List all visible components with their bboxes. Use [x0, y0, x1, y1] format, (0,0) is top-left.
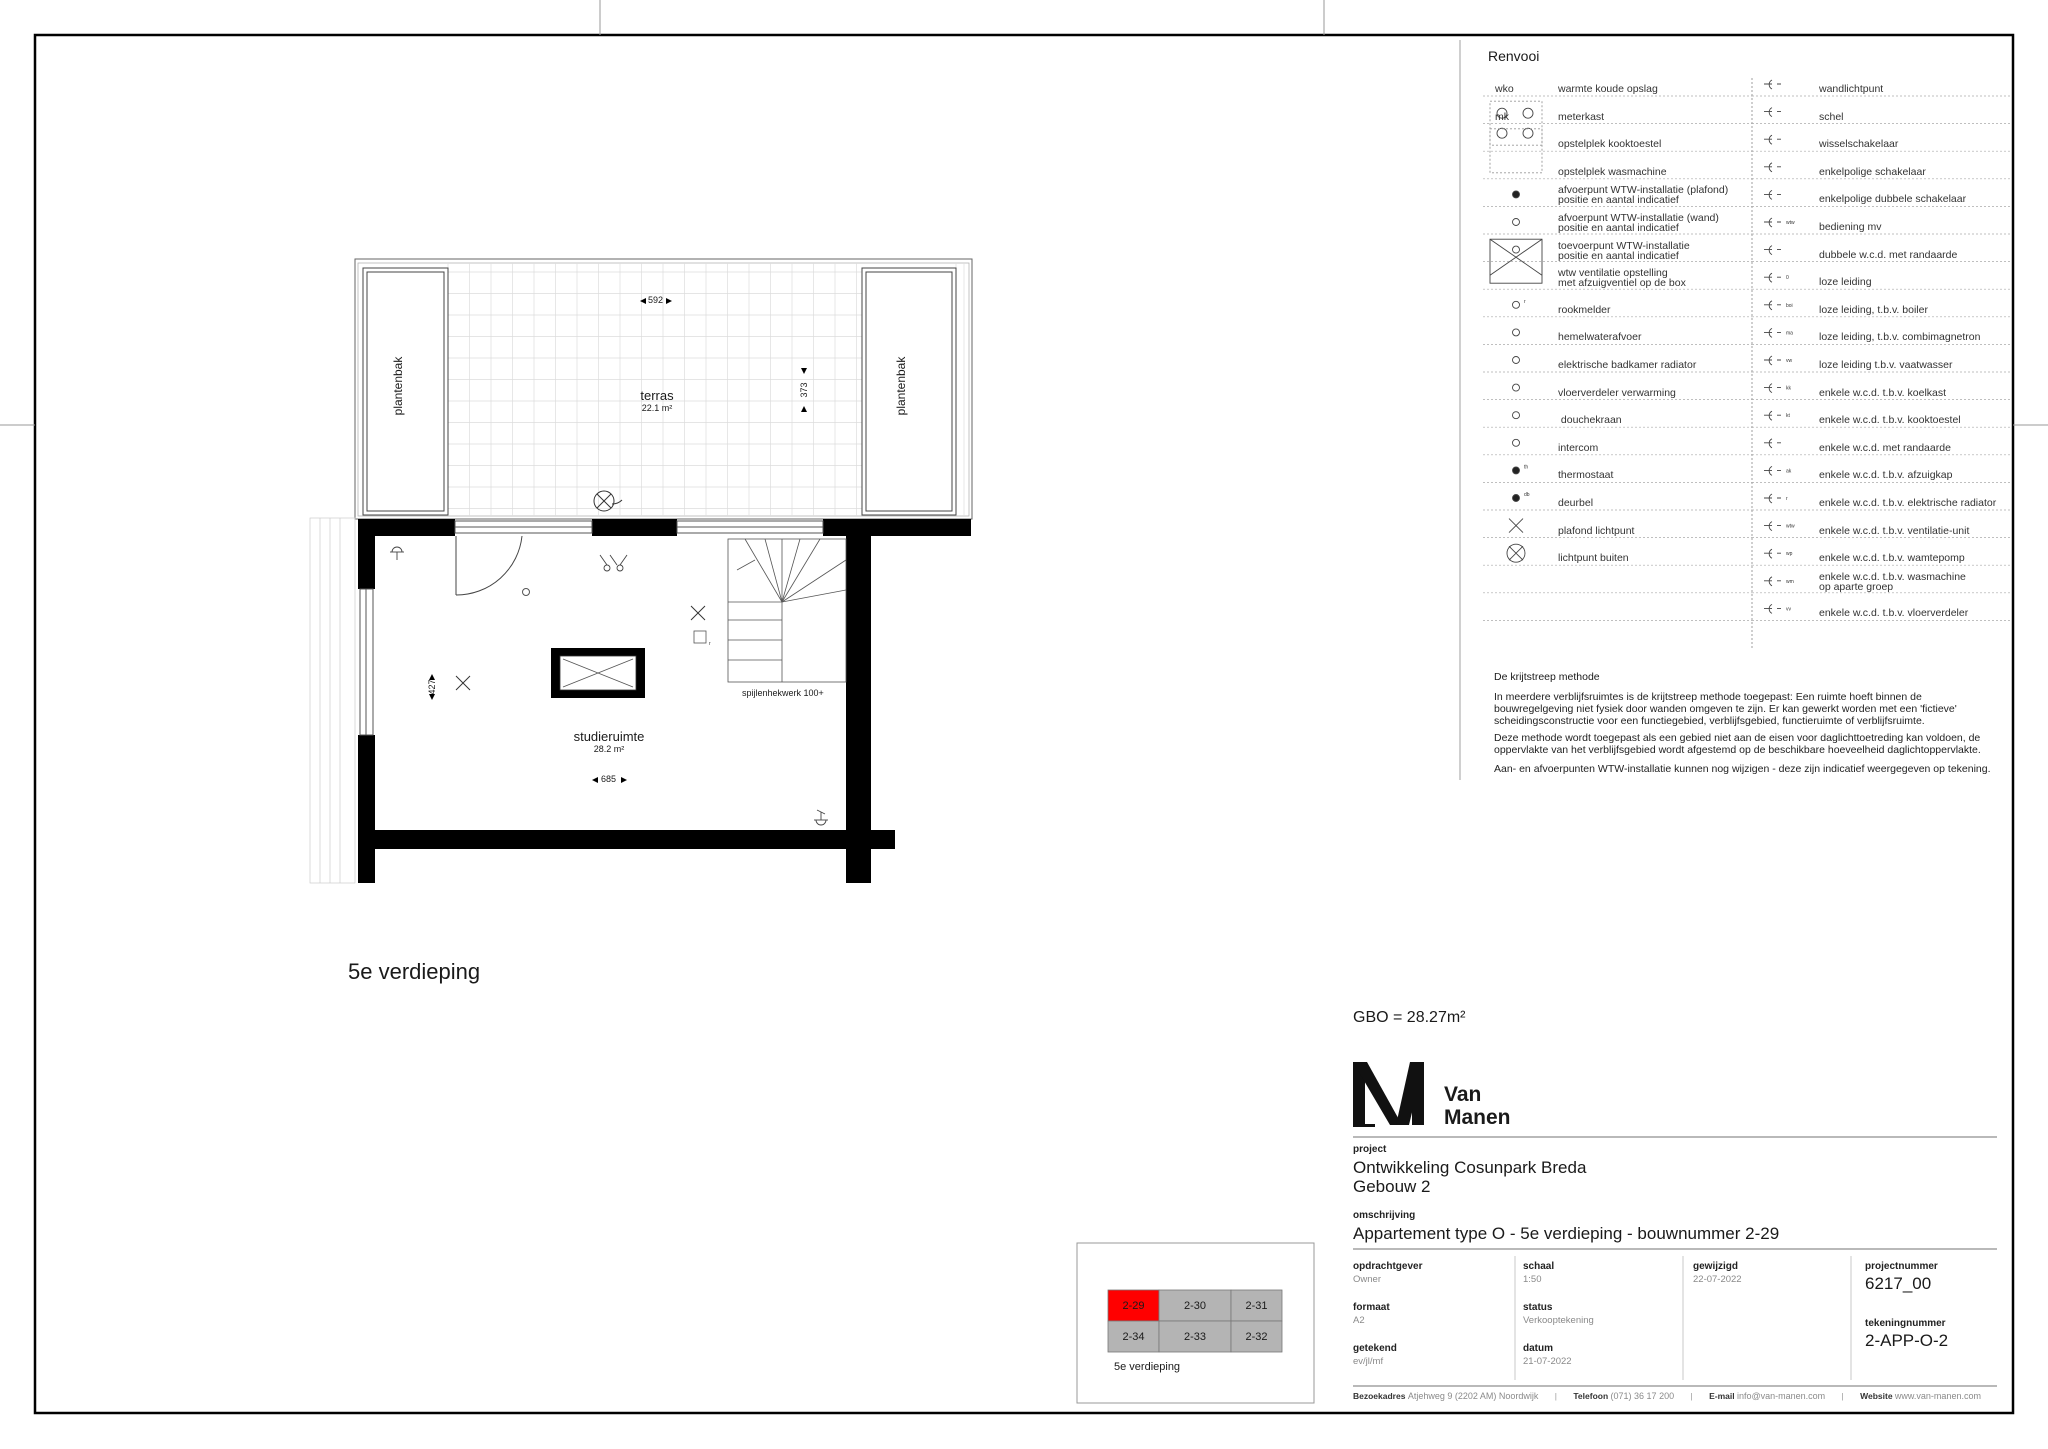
fold-marks: [0, 0, 2048, 425]
ceiling-light-icon: [1509, 519, 1523, 533]
dimension-arrows: [429, 298, 807, 783]
legend-title: Renvooi: [1488, 48, 1540, 64]
legend-left-tag: th: [1524, 464, 1529, 471]
legend-right-tag: wm: [1786, 578, 1794, 585]
terrace-area: 22.1 m²: [641, 403, 673, 413]
thermostat-icon: [1513, 467, 1520, 474]
legend-left-label: wtw ventilatie opstelling met afzuigventiel op de box: [1558, 267, 1686, 290]
gbo-area: GBO = 28.27m²: [1353, 1009, 1466, 1026]
schaal-value: 1:50: [1523, 1274, 1542, 1285]
description-label: omschrijving: [1353, 1210, 1416, 1221]
tekeningnummer-value: 2-APP-O-2: [1865, 1331, 1949, 1350]
bell-icon: [1764, 108, 1781, 117]
legend-right-tag: kt: [1786, 413, 1790, 420]
double-switch-icon: [1764, 190, 1781, 199]
keyplan-floor-label: 5e verdieping: [1114, 1361, 1181, 1373]
empty-conduit-microwave-icon: [1764, 328, 1781, 337]
projectnummer-value: 6217_00: [1865, 1274, 1932, 1293]
legend-left-label: opstelplek wasmachine: [1558, 165, 1667, 178]
notes-paragraph-2: Deze methode wordt toegepast als een gebied niet aan de eisen voor daglichttoetreding kan voldoen, de oppervlakte van het verblijfsgebied wordt afgestemd op de beschikbare hoeveelheid daglichtoppervlakte.: [1494, 732, 1981, 756]
legend-right-label: enkele w.c.d. met randaarde: [1819, 441, 1951, 454]
socket-icon: [390, 547, 404, 560]
legend-right-label: wandlichtpunt: [1819, 83, 1884, 95]
legend-right-label: wisselschakelaar: [1819, 138, 1899, 151]
legend-right-tag: ak: [1786, 468, 1792, 475]
email-value: info@van-manen.com: [1736, 1391, 1826, 1401]
legend-left-label: lichtpunt buiten: [1558, 552, 1629, 565]
bathroom-radiator-icon: [1513, 357, 1520, 364]
supply-point-icon: [1513, 246, 1520, 253]
website-value: www.van-manen.com: [1894, 1391, 1981, 1401]
schaal-label: schaal: [1523, 1261, 1555, 1272]
phone-value: (071) 36 17 200: [1610, 1391, 1675, 1401]
keyplan-unit-label: 2-30: [1183, 1299, 1207, 1312]
empty-conduit-icon: [1764, 273, 1781, 282]
datum-value: 21-07-2022: [1523, 1356, 1572, 1367]
legend-left-label: opstelplek kooktoestel: [1558, 138, 1662, 151]
project-line1: Ontwikkeling Cosunpark Breda: [1353, 1158, 1587, 1177]
legend-left-label: afvoerpunt WTW-installatie (wand) positie en aantal indicatief: [1558, 212, 1719, 234]
formaat-value: A2: [1353, 1315, 1365, 1326]
legend-left-label: douchekraan: [1558, 414, 1622, 427]
single-switch-icon: [1764, 163, 1781, 172]
formaat-label: formaat: [1353, 1302, 1390, 1313]
notes-paragraph-1: In meerdere verblijfsruimtes is de krijtstreep methode toegepast: Een ruimte hoeft binnen de bouwregelgeving niet fysiek door wanden omgeven te zijn. Er kan gewerkt worden met een 'fictieve' scheidingsconstructie voor een functiegebied, verblijfsgebied, functieruimte of verblijfsruimte.: [1494, 691, 1957, 727]
legend-right-label: enkele w.c.d. t.b.v. koelkast: [1819, 386, 1947, 399]
logo-text-van: Van: [1444, 1083, 1482, 1106]
legend-right-label: enkele w.c.d. t.b.v. vloerverdeler: [1819, 607, 1969, 620]
address-value: Atjehweg 9 (2202 AM) Noordwijk: [1407, 1391, 1539, 1401]
socket-hood-icon: [1764, 466, 1781, 475]
notes-heading: De krijtstreep methode: [1494, 671, 1600, 683]
legend-right-label: enkele w.c.d. t.b.v. elektrische radiator: [1819, 497, 1997, 509]
study-area: 28.2 m²: [593, 744, 625, 754]
socket-radiator-icon: [1764, 494, 1781, 503]
legend-left-label: toevoerpunt WTW-installatie positie en aantal indicatief: [1558, 239, 1690, 262]
status-value: Verkooptekening: [1523, 1315, 1594, 1326]
smoke-detector-icon: [694, 631, 706, 643]
terrace-dim-depth: 373: [799, 382, 809, 398]
empty-conduit-dishwasher-icon: [1764, 356, 1781, 365]
legend-left-label: thermostaat: [1558, 469, 1614, 482]
empty-conduit-boiler-icon: [1764, 301, 1781, 310]
legend-right-tag: vw: [1786, 358, 1793, 364]
supply-point-icon: [523, 589, 530, 596]
socket-icon: [814, 810, 828, 825]
ceiling-light-icon: [456, 676, 470, 690]
opdrachtgever-value: Owner: [1353, 1274, 1381, 1285]
address-label: Bezoekadres: [1353, 1391, 1406, 1401]
projectnummer-label: projectnummer: [1865, 1261, 1938, 1272]
legend-right-label: enkelpolige schakelaar: [1819, 165, 1926, 178]
legend-right-tag: wp: [1786, 551, 1793, 558]
study-dim-width: 685: [601, 774, 617, 784]
notes-paragraph-3: Aan- en afvoerpunten WTW-installatie kunnen nog wijzigen - deze zijn indicatief weergegeven op tekening.: [1494, 763, 1991, 775]
legend-right-tag: vv: [1786, 606, 1791, 613]
legend-left-label: plafond lichtpunt: [1558, 524, 1635, 537]
legend-rows: [1483, 80, 2010, 620]
legend-right-tag: r: [1786, 496, 1788, 502]
legend-left-label: meterkast: [1558, 110, 1605, 123]
svg-text:r: r: [709, 641, 711, 647]
legend-right-tag: kk: [1786, 385, 1791, 392]
website-label: Website: [1860, 1391, 1893, 1401]
gewijzigd-value: 22-07-2022: [1693, 1274, 1742, 1285]
planter-right-box: [862, 268, 956, 515]
legend-right-label: enkele w.c.d. t.b.v. afzuigkap: [1819, 469, 1953, 482]
wall-light-icon: [1764, 80, 1781, 89]
socket-washer-icon: [1764, 577, 1781, 586]
socket-ventilation-icon: [1764, 522, 1781, 531]
legend-left-label: vloerverdeler verwarming: [1558, 386, 1676, 399]
legend-right-label: loze leiding: [1819, 276, 1872, 289]
van-manen-logo: [1353, 1062, 1424, 1127]
planter-right-label: plantenbak: [894, 356, 908, 416]
keyplan-unit-label: 2-33: [1183, 1330, 1207, 1343]
floor-title: 5e verdieping: [348, 959, 481, 984]
description: Appartement type O - 5e verdieping - bouwnummer 2-29: [1353, 1224, 1780, 1243]
keyplan-unit-label: 2-31: [1245, 1299, 1268, 1312]
switch-icon: [600, 555, 627, 571]
legend-right-label: enkele w.c.d. t.b.v. kooktoestel: [1819, 414, 1961, 427]
legend-left-label: rookmelder: [1558, 303, 1611, 316]
terrace-name: terras: [640, 388, 674, 403]
study-name: studieruimte: [573, 729, 645, 744]
legend-right-label: loze leiding t.b.v. vaatwasser: [1819, 359, 1953, 371]
double-socket-icon: [1764, 246, 1781, 255]
planter-left-box: [363, 268, 448, 515]
getekend-value: ev/jl/mf: [1353, 1356, 1384, 1367]
keyplan-unit-label: 2-29: [1122, 1299, 1145, 1312]
legend-left-label: warmte koude opslag: [1558, 83, 1658, 95]
legend-right-tag: 0: [1786, 275, 1789, 282]
intercom-icon: [1513, 439, 1520, 446]
legend-left-code: mk: [1495, 110, 1509, 123]
exhaust-ceiling-icon: [1513, 191, 1520, 198]
socket-fridge-icon: [1764, 384, 1781, 393]
legend-left-label: intercom: [1558, 441, 1599, 454]
tekeningnummer-label: tekeningnummer: [1865, 1318, 1946, 1329]
study-dim-depth: 427: [427, 679, 437, 695]
project-line2: Gebouw 2: [1353, 1177, 1431, 1196]
smoke-detector-icon: [1513, 301, 1520, 308]
legend-left-code: wko: [1495, 83, 1514, 95]
doorbell-icon: [1513, 495, 1520, 502]
titleblock-footer: Bezoekadres Atjehweg 9 (2202 AM) Noordwijk | Telefoon (071) 36 17 200 | E-mail info@van-manen.com | Website www.van-manen.com: [1353, 1391, 1981, 1401]
legend-right-tag: ma: [1786, 330, 1793, 337]
legend-left-tag: r: [1524, 298, 1526, 305]
cooktop-icon: [1490, 101, 1542, 145]
legend-right-label: bediening mv: [1819, 221, 1882, 233]
legend-right-label: enkele w.c.d. t.b.v. wasmachine op aparte groep: [1819, 570, 1966, 593]
ceiling-light-icon: [691, 606, 705, 620]
phone-label: Telefoon: [1573, 1391, 1609, 1401]
project-label: project: [1353, 1144, 1387, 1155]
socket-cooker-icon: [1764, 411, 1781, 420]
door-swing: [456, 536, 522, 595]
legend-right-label: enkelpolige dubbele schakelaar: [1819, 193, 1967, 206]
walls: [358, 519, 971, 883]
legend-right-tag: boi: [1786, 302, 1793, 309]
status-label: status: [1523, 1302, 1553, 1313]
floor-plan: [310, 259, 972, 883]
legend-right-label: loze leiding, t.b.v. boiler: [1819, 303, 1928, 316]
socket-floor-distributor-icon: [1764, 604, 1781, 613]
getekend-label: getekend: [1353, 1343, 1397, 1354]
rainwater-drain-icon: [1513, 329, 1520, 336]
keyplan-unit-label: 2-32: [1245, 1330, 1268, 1343]
legend-right-label: dubbele w.c.d. met randaarde: [1819, 248, 1958, 261]
legend-left-label: hemelwaterafvoer: [1558, 331, 1642, 344]
legend-right-label: enkele w.c.d. t.b.v. wamtepomp: [1819, 552, 1965, 565]
planter-left-label: plantenbak: [391, 356, 405, 416]
legend-right-label: loze leiding, t.b.v. combimagnetron: [1819, 331, 1981, 344]
exhaust-wall-icon: [1513, 219, 1520, 226]
stair-note: spijlenhekwerk 100+: [742, 688, 824, 698]
single-socket-icon: [1764, 439, 1781, 448]
legend-left-label: afvoerpunt WTW-installatie (plafond) positie en aantal indicatief: [1558, 184, 1729, 207]
logo-text-manen: Manen: [1444, 1106, 1511, 1129]
terrace-dim-width: 592: [648, 295, 664, 305]
gewijzigd-label: gewijzigd: [1693, 1261, 1738, 1272]
floor-distributor-icon: [1513, 384, 1520, 391]
opdrachtgever-label: opdrachtgever: [1353, 1261, 1423, 1272]
two-way-switch-icon: [1764, 135, 1781, 144]
keyplan-unit-label: 2-34: [1122, 1330, 1145, 1343]
outdoor-light-icon: [1507, 544, 1525, 562]
legend-right-label: schel: [1819, 110, 1844, 123]
legend-left-tag: db: [1524, 492, 1530, 498]
legend-right-label: enkele w.c.d. t.b.v. ventilatie-unit: [1819, 524, 1970, 537]
legend-left-label: elektrische badkamer radiator: [1558, 359, 1697, 371]
email-label: E-mail: [1709, 1391, 1735, 1401]
legend-right-tag: wtw: [1786, 220, 1795, 226]
left-adjacent-area: [310, 518, 355, 883]
datum-label: datum: [1523, 1343, 1553, 1354]
staircase: [728, 539, 846, 682]
legend-left-label: deurbel: [1558, 497, 1594, 509]
socket-heatpump-icon: [1764, 549, 1781, 558]
ventilation-control-icon: [1764, 218, 1781, 227]
legend-right-tag: wtw: [1786, 523, 1795, 530]
shower-tap-icon: [1513, 412, 1520, 419]
